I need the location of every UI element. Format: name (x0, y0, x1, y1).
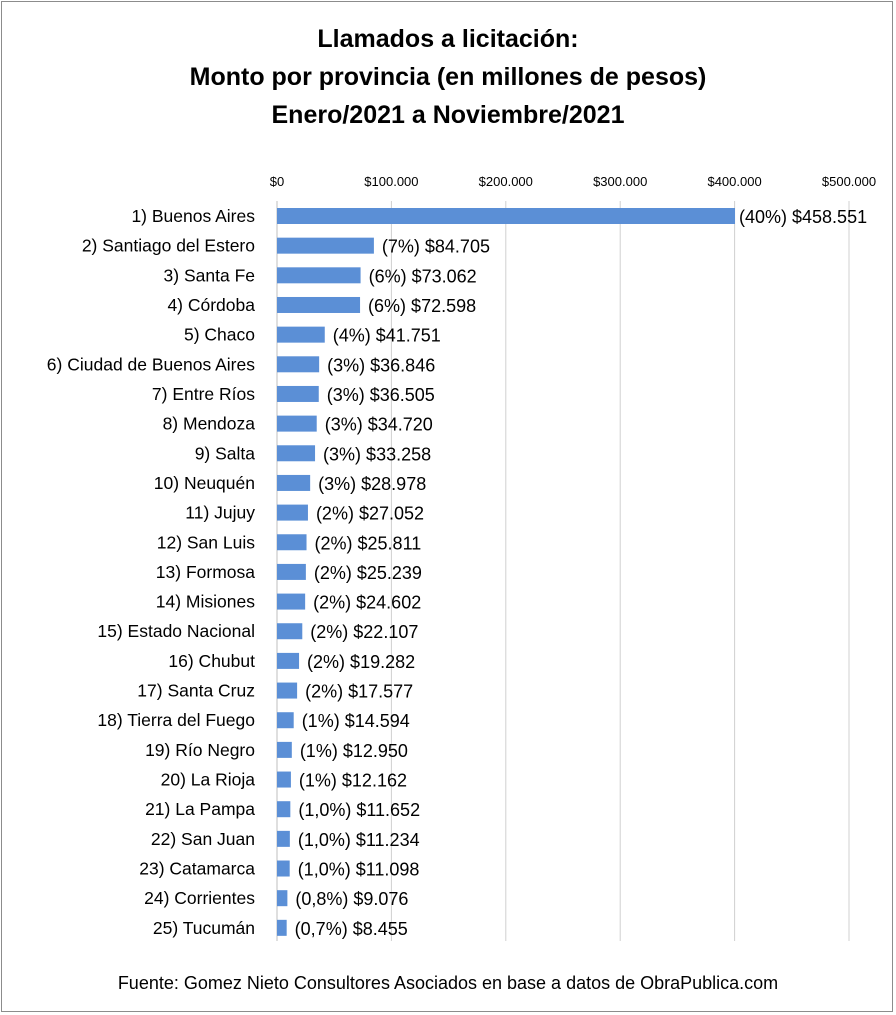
data-label: (7%) $84.705 (381, 236, 490, 257)
data-label: (3%) $34.720 (324, 414, 433, 435)
category-label: 22) San Juan (150, 828, 255, 849)
category-label: 13) Formosa (155, 561, 255, 582)
category-label: 21) La Pampa (145, 799, 255, 820)
bar (277, 238, 374, 254)
data-label: (1,0%) $11.652 (298, 800, 421, 821)
bar (277, 475, 310, 491)
data-label: (3%) $36.505 (326, 384, 435, 405)
bar (277, 920, 287, 936)
data-label: (3%) $36.846 (327, 355, 436, 376)
data-label: (0,7%) $8.455 (294, 918, 408, 939)
data-label: (4%) $41.751 (332, 325, 441, 346)
data-label: (0,8%) $9.076 (295, 889, 409, 910)
category-label: 25) Tucumán (152, 917, 255, 938)
chart-title-line-2: Monto por provincia (en millones de pesos) (189, 63, 707, 91)
bar (277, 772, 291, 788)
category-label: 23) Catamarca (139, 858, 255, 879)
x-tick-label: $0 (269, 174, 285, 189)
category-label: 18) Tierra del Fuego (97, 710, 255, 731)
bar (277, 534, 307, 550)
data-label: (1,0%) $11.098 (297, 859, 420, 880)
category-label: 6) Ciudad de Buenos Aires (46, 354, 255, 375)
data-label: (6%) $73.062 (368, 266, 477, 287)
category-label: 4) Córdoba (167, 294, 255, 315)
data-label: (6%) $72.598 (368, 295, 477, 316)
data-label: (3%) $28.978 (318, 473, 427, 494)
data-label: (1%) $12.950 (299, 740, 408, 761)
data-label: (40%) $458.551 (739, 207, 868, 227)
bar (277, 683, 297, 699)
category-label: 17) Santa Cruz (137, 680, 255, 701)
category-labels (47, 206, 255, 938)
category-label: 24) Corrientes (144, 888, 255, 909)
data-label: (2%) $17.577 (305, 681, 414, 702)
category-label: 1) Buenos Aires (131, 206, 255, 226)
bar (277, 623, 302, 639)
chart-title-line-3: Enero/2021 a Noviembre/2021 (271, 101, 625, 129)
category-label: 2) Santiago del Estero (81, 235, 255, 256)
data-label: (1%) $14.594 (301, 711, 410, 732)
category-label: 9) Salta (194, 443, 255, 464)
bar (277, 386, 319, 402)
data-label: (1%) $12.162 (298, 770, 407, 791)
data-label: (2%) $25.811 (314, 533, 422, 554)
x-tick-label: $400.000 (707, 174, 762, 189)
bar (277, 445, 315, 461)
category-label: 16) Chubut (168, 650, 255, 671)
source-note: Fuente: Gomez Nieto Consultores Asociados en base a datos de ObraPublica.com (117, 973, 779, 993)
bar (277, 801, 290, 817)
bar (277, 712, 294, 728)
bar (277, 356, 319, 372)
bar (277, 208, 735, 224)
category-label: 11) Jujuy (185, 502, 255, 523)
x-tick-label: $200.000 (478, 174, 533, 189)
category-label: 8) Mendoza (162, 413, 255, 434)
category-label: 5) Chaco (183, 324, 255, 345)
chart-title-line-1: Llamados a licitación: (317, 25, 579, 53)
data-label: (2%) $22.107 (310, 622, 419, 643)
bar (277, 742, 292, 758)
category-label: 20) La Rioja (160, 769, 255, 790)
x-tick-label: $100.000 (364, 174, 419, 189)
data-labels (295, 207, 867, 939)
data-label: (3%) $33.258 (323, 444, 432, 465)
x-tick-labels (270, 174, 876, 189)
x-tick-label: $300.000 (593, 174, 648, 189)
data-label: (2%) $25.239 (313, 562, 422, 583)
bar (277, 505, 308, 521)
bar (277, 831, 290, 847)
x-tick-label: $500.000 (821, 174, 877, 189)
data-label: (2%) $19.282 (307, 651, 416, 672)
category-label: 15) Estado Nacional (97, 621, 255, 642)
category-label: 14) Misiones (155, 591, 255, 612)
bar (277, 416, 317, 432)
bar (277, 267, 361, 283)
bar (277, 594, 305, 610)
category-label: 19) Río Negro (145, 739, 255, 760)
data-label: (2%) $24.602 (313, 592, 422, 613)
bar (277, 653, 299, 669)
bar (277, 890, 287, 906)
category-label: 3) Santa Fe (163, 265, 255, 286)
data-label: (2%) $27.052 (315, 503, 425, 524)
bar (277, 564, 306, 580)
category-label: 7) Entre Ríos (151, 383, 255, 404)
bar (277, 861, 290, 877)
data-label: (1,0%) $11.234 (297, 829, 420, 850)
bar (277, 327, 325, 343)
category-label: 10) Neuquén (153, 472, 255, 493)
category-label: 12) San Luis (156, 532, 255, 553)
bar (277, 297, 360, 313)
